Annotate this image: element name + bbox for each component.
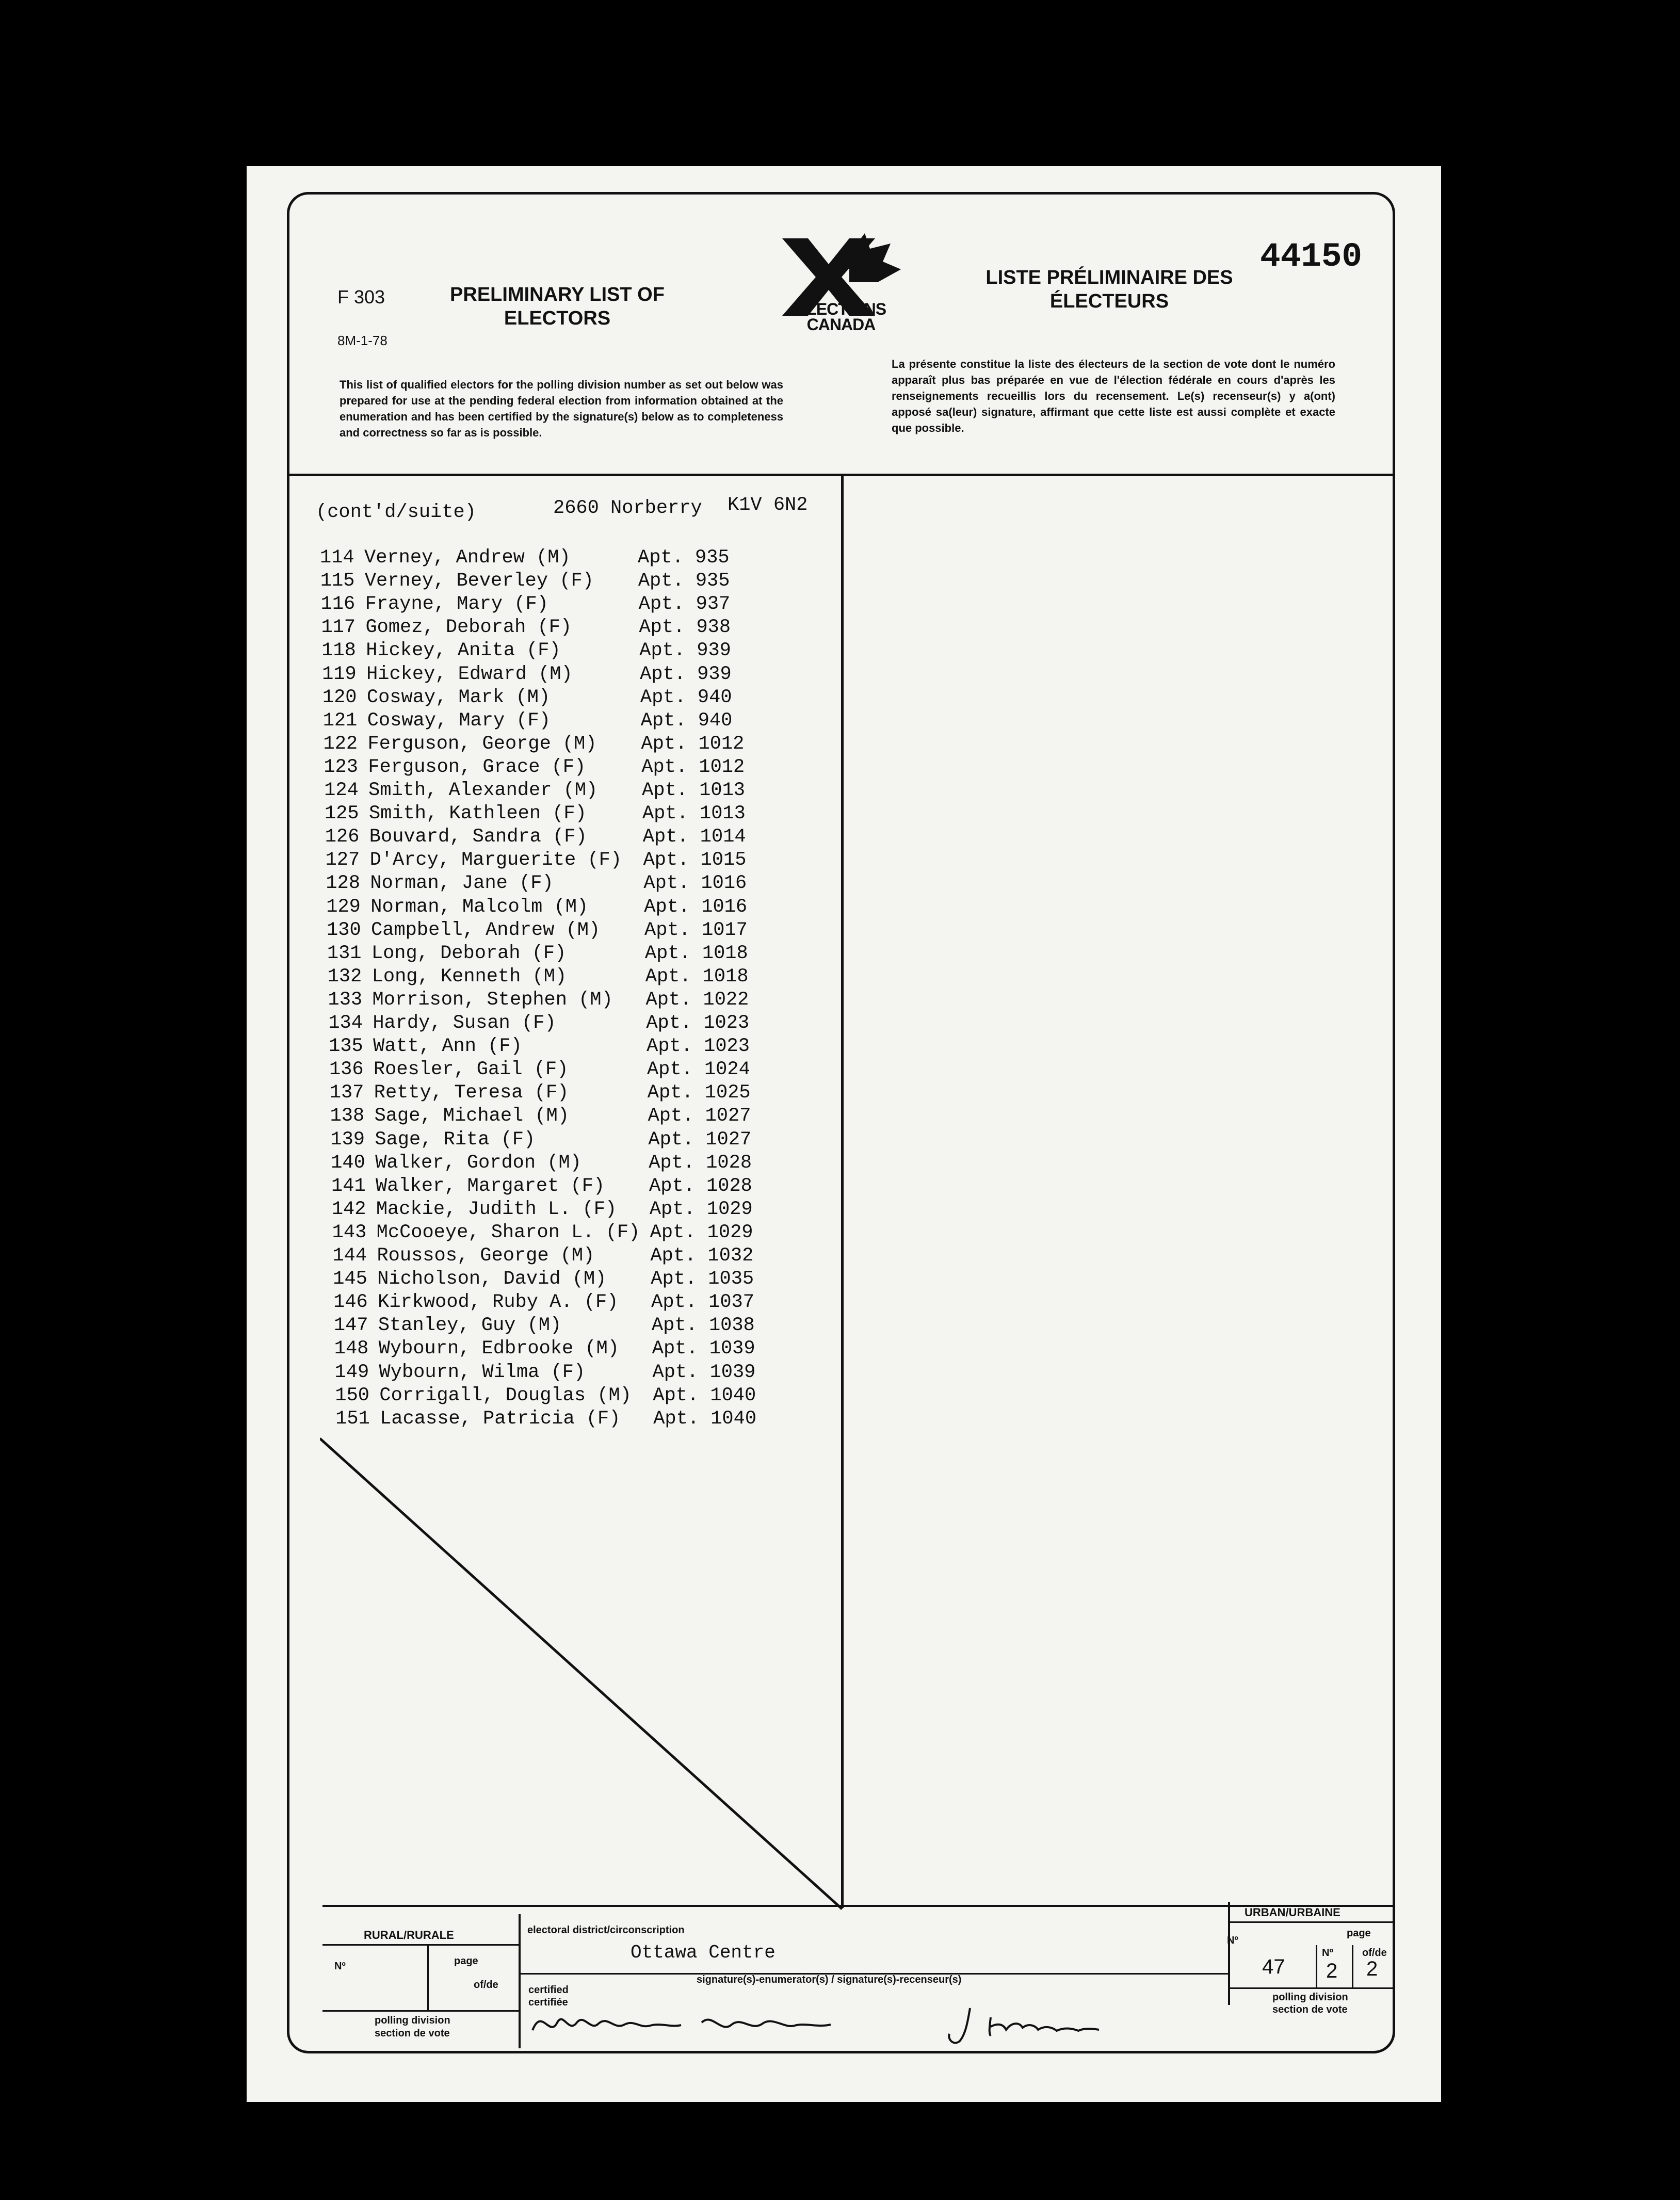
footer-divider-right <box>1228 1902 1230 2005</box>
elector-name: Smith, Kathleen (F) <box>368 803 587 825</box>
elector-apartment: Apt. 1027 <box>648 1128 752 1151</box>
elector-apartment: Apt. 1037 <box>651 1291 754 1314</box>
elector-number: 134 <box>328 1012 363 1034</box>
header-divider <box>287 474 1393 476</box>
elector-row <box>322 687 818 710</box>
elector-number: 143 <box>332 1221 367 1243</box>
elector-name: Sage, Michael (M) <box>374 1105 570 1127</box>
elector-row <box>334 1338 830 1361</box>
elector-row <box>326 872 821 896</box>
elector-apartment: Apt. 937 <box>638 593 731 616</box>
elector-row <box>335 1408 831 1431</box>
elector-apartment: Apt. 1023 <box>646 1012 750 1034</box>
rural-of-label: of/de <box>474 1979 498 1991</box>
elector-row <box>335 1385 830 1408</box>
elector-name: Cosway, Mark (M) <box>366 686 551 708</box>
elector-number: 119 <box>322 663 357 685</box>
elector-name: Roussos, George (M) <box>377 1245 595 1267</box>
elector-name: Retty, Teresa (F) <box>374 1082 569 1104</box>
elector-apartment: Apt. 1015 <box>643 849 747 871</box>
footer-divider-left <box>519 1914 521 2048</box>
elector-number: 116 <box>320 593 356 616</box>
continuation-label: (cont'd/suite) <box>316 502 476 523</box>
elector-row <box>324 733 819 756</box>
elector-apartment: Apt. 935 <box>638 547 730 569</box>
elector-apartment: Apt. 1013 <box>642 803 746 825</box>
logo-wordmark <box>774 301 908 332</box>
rural-polling-label-1: polling division <box>375 2015 450 2026</box>
rural-no-label: Nº <box>334 1961 346 1972</box>
elector-row <box>328 1012 823 1036</box>
elector-apartment: Apt. 1039 <box>652 1338 755 1360</box>
elector-apartment: Apt. 1023 <box>647 1036 750 1058</box>
logo-line-2: CANADA <box>806 315 876 334</box>
elector-apartment: Apt. 1017 <box>644 919 748 941</box>
elector-name: Lacasse, Patricia (F) <box>380 1408 621 1430</box>
elector-row <box>333 1268 828 1291</box>
elector-row <box>330 1105 826 1128</box>
elector-row <box>331 1152 826 1175</box>
signature-label: signature(s)-enumerator(s) / signature(s)-recenseur(s) <box>697 1974 962 1985</box>
urban-bottom-rule <box>1228 1987 1393 1989</box>
logo-line-1: ELECTIONS <box>796 300 886 318</box>
elector-number: 131 <box>327 942 362 964</box>
elector-apartment: Apt. 1018 <box>644 942 748 964</box>
elector-name: Long, Kenneth (M) <box>371 965 567 988</box>
elector-number: 144 <box>332 1245 367 1267</box>
of-de-label: of/de <box>1362 1947 1387 1959</box>
urban-label: URBAN/URBAINE <box>1245 1906 1340 1919</box>
elector-name: Cosway, Mary (F) <box>367 709 551 732</box>
elector-row <box>329 1059 825 1082</box>
elector-number: 149 <box>334 1361 369 1383</box>
elector-row <box>330 1129 826 1152</box>
certified-label-1: certified <box>528 1984 569 1996</box>
elector-number: 120 <box>322 686 357 708</box>
elector-number: 139 <box>330 1128 365 1151</box>
elector-apartment: Apt. 1014 <box>642 826 746 848</box>
elector-row <box>323 710 818 733</box>
statement-english: This list of qualified electors for the polling division number as set out below was prepared for use at the pending federal election from information obtained at the enumeration and has been certified by the signature(s) below as to completeness and correctness so far as is possible. <box>340 378 783 439</box>
urban-polling-label-2: section de vote <box>1272 2004 1348 2015</box>
certified-label-2: certifiée <box>528 1997 568 2008</box>
elector-row <box>324 780 819 803</box>
elector-apartment: Apt. 940 <box>640 686 732 708</box>
elector-row <box>325 826 820 849</box>
elector-row <box>320 570 816 593</box>
elector-name: Norman, Malcolm (M) <box>370 896 589 918</box>
elector-apartment: Apt. 939 <box>640 663 732 685</box>
polling-division-number: 47 <box>1262 1955 1285 1978</box>
elector-name: Sage, Rita (F) <box>375 1128 536 1151</box>
elector-name: Stanley, Guy (M) <box>378 1315 562 1337</box>
elector-number: 142 <box>331 1198 366 1220</box>
page-number: 2 <box>1326 1960 1338 1982</box>
elector-row <box>324 756 819 780</box>
elector-name: Hickey, Edward (M) <box>366 663 573 685</box>
elector-number: 130 <box>327 919 361 941</box>
footer-top-line <box>322 1905 1393 1907</box>
page-no-label: Nº <box>1322 1947 1333 1959</box>
elector-row <box>321 617 816 640</box>
page-total: 2 <box>1366 1958 1378 1980</box>
street-address: 2660 Norberry <box>553 497 702 519</box>
elector-name: Corrigall, Douglas (M) <box>379 1384 632 1406</box>
rural-label: RURAL/RURALE <box>364 1929 454 1942</box>
elector-apartment: Apt. 938 <box>639 617 731 639</box>
elector-apartment: Apt. 1013 <box>642 780 745 801</box>
elector-row <box>322 664 817 687</box>
rural-bottom-rule <box>322 2010 519 2012</box>
elector-row <box>334 1315 829 1338</box>
elector-number: 126 <box>325 826 360 848</box>
district-value: Ottawa Centre <box>631 1942 776 1963</box>
elector-apartment: Apt. 1016 <box>643 872 747 895</box>
urban-polling-label-1: polling division <box>1272 1992 1348 2003</box>
elector-apartment: Apt. 1018 <box>645 965 749 988</box>
elector-row <box>333 1291 829 1315</box>
elector-number: 121 <box>322 709 358 732</box>
elector-number: 135 <box>329 1036 363 1058</box>
urban-no-label: Nº <box>1227 1935 1238 1946</box>
urban-cell-divider-2 <box>1352 1945 1353 1987</box>
elector-number: 123 <box>324 756 358 778</box>
elector-name: Norman, Jane (F) <box>370 872 554 895</box>
elector-row <box>326 849 821 872</box>
elector-apartment: Apt. 1032 <box>650 1245 754 1267</box>
elector-row <box>332 1199 827 1222</box>
elector-number: 140 <box>331 1152 365 1174</box>
elector-apartment: Apt. 1027 <box>648 1105 751 1127</box>
elector-number: 122 <box>323 733 358 755</box>
elector-apartment: Apt. 1029 <box>650 1221 753 1243</box>
elector-number: 147 <box>333 1315 368 1337</box>
elector-row <box>332 1222 828 1245</box>
elector-apartment: Apt. 1039 <box>652 1361 756 1383</box>
elector-name: Watt, Ann (F) <box>373 1036 522 1058</box>
elector-apartment: Apt. 1012 <box>641 733 745 755</box>
elector-row <box>332 1245 828 1268</box>
elector-number: 128 <box>326 872 361 895</box>
elector-name: Mackie, Judith L. (F) <box>376 1198 617 1220</box>
elector-row <box>328 966 823 989</box>
elector-name: Hardy, Susan (F) <box>373 1012 556 1034</box>
elector-name: Verney, Andrew (M) <box>364 547 571 569</box>
elector-apartment: Apt. 1028 <box>649 1152 752 1174</box>
elector-name: Ferguson, Grace (F) <box>368 756 586 778</box>
elector-number: 115 <box>320 570 355 592</box>
elector-row <box>328 989 823 1012</box>
elector-number: 151 <box>335 1408 370 1430</box>
elector-name: Campbell, Andrew (M) <box>371 919 601 941</box>
elector-apartment: Apt. 939 <box>639 640 731 662</box>
enumerator-signatures <box>526 2002 1197 2048</box>
elector-apartment: Apt. 1025 <box>647 1082 751 1104</box>
elector-number: 127 <box>325 849 360 871</box>
elector-number: 133 <box>328 989 363 1011</box>
rural-cell-divider <box>427 1944 429 2011</box>
elector-name: McCooeye, Sharon L. (F) <box>376 1221 640 1243</box>
elector-name: Long, Deborah (F) <box>371 942 567 964</box>
elector-number: 117 <box>321 617 356 639</box>
elector-apartment: Apt. 1016 <box>644 896 748 918</box>
elector-row <box>330 1082 825 1105</box>
elector-name: Hickey, Anita (F) <box>366 640 561 662</box>
elector-row <box>320 547 815 570</box>
elector-name: Roesler, Gail (F) <box>373 1059 569 1081</box>
urban-rule <box>1228 1921 1393 1923</box>
elector-name: Kirkwood, Ruby A. (F) <box>378 1291 619 1314</box>
elector-number: 114 <box>320 547 354 569</box>
elector-apartment: Apt. 1040 <box>653 1384 756 1406</box>
elector-name: Ferguson, George (M) <box>367 733 597 755</box>
urban-cell-divider-1 <box>1316 1945 1317 1987</box>
elector-name: Smith, Alexander (M) <box>368 780 598 801</box>
elector-name: Walker, Gordon (M) <box>375 1152 581 1174</box>
elector-apartment: Apt. 1022 <box>645 989 749 1011</box>
elector-name: Walker, Margaret (F) <box>376 1175 605 1197</box>
form-number: F 303 <box>337 286 385 308</box>
statement-french: La présente constitue la liste des électeurs de la section de vote dont le numéro apparaît plus bas préparée en vue de l'élection fédérale en cours d'après les renseignements recueillis lors du recensement. Le(s) recenseur(s) y a(ont) apposé sa(leur) signature, affirmant que cette liste est aussi complète et exacte que possible. <box>892 358 1335 434</box>
elector-number: 146 <box>333 1291 368 1314</box>
elector-apartment: Apt. 940 <box>640 709 733 732</box>
elector-name: D'Arcy, Marguerite (F) <box>369 849 622 871</box>
elector-apartment: Apt. 1024 <box>647 1059 750 1081</box>
title-english: PRELIMINARY LIST OF ELECTORS <box>450 284 665 329</box>
elector-apartment: Apt. 1028 <box>649 1175 752 1197</box>
elector-row <box>329 1036 824 1059</box>
title-french: LISTE PRÉLIMINAIRE DES ÉLECTEURS <box>986 267 1233 312</box>
elector-row <box>335 1362 830 1385</box>
elector-name: Nicholson, David (M) <box>377 1268 607 1290</box>
elector-number: 125 <box>324 803 359 825</box>
elector-row <box>327 943 822 966</box>
rural-rule <box>322 1944 519 1946</box>
elector-number: 132 <box>327 965 362 988</box>
elector-name: Wybourn, Edbrooke (M) <box>378 1338 620 1360</box>
elector-row <box>321 593 816 617</box>
elector-apartment: Apt. 1040 <box>653 1408 757 1430</box>
elector-apartment: Apt. 1035 <box>651 1268 754 1290</box>
elector-apartment: Apt. 1029 <box>649 1198 753 1220</box>
elector-number: 141 <box>331 1175 366 1197</box>
elector-number: 124 <box>324 780 359 801</box>
elector-row <box>327 919 822 943</box>
elector-name: Frayne, Mary (F) <box>365 593 548 616</box>
elector-row <box>331 1175 827 1199</box>
serial-number: 44150 <box>1260 237 1363 276</box>
elector-name: Gomez, Deborah (F) <box>365 617 572 639</box>
urban-page-label: page <box>1347 1928 1371 1939</box>
elector-row <box>325 803 820 826</box>
elector-number: 150 <box>335 1384 369 1406</box>
elector-row <box>321 640 817 663</box>
elector-number: 138 <box>330 1105 365 1127</box>
elector-number: 136 <box>329 1059 364 1081</box>
postal-code: K1V 6N2 <box>728 494 808 516</box>
elector-name: Wybourn, Wilma (F) <box>379 1361 586 1383</box>
elector-name: Bouvard, Sandra (F) <box>369 826 587 848</box>
elector-apartment: Apt. 1038 <box>651 1315 755 1337</box>
elector-apartment: Apt. 1012 <box>641 756 745 778</box>
form-date: 8M-1-78 <box>337 333 387 348</box>
elector-name: Morrison, Stephen (M) <box>372 989 613 1011</box>
elector-apartment: Apt. 935 <box>638 570 730 592</box>
rural-polling-label-2: section de vote <box>375 2028 450 2039</box>
elector-row <box>326 896 821 919</box>
elector-number: 145 <box>333 1268 367 1290</box>
rural-page-label: page <box>454 1955 478 1967</box>
elector-number: 118 <box>321 640 356 662</box>
elector-number: 148 <box>334 1338 369 1360</box>
diagonal-strike-line <box>320 1434 846 1919</box>
elector-number: 137 <box>329 1082 364 1104</box>
elector-name: Verney, Beverley (F) <box>364 570 594 592</box>
district-label: electoral district/circonscription <box>527 1924 685 1936</box>
elector-number: 129 <box>326 896 361 918</box>
